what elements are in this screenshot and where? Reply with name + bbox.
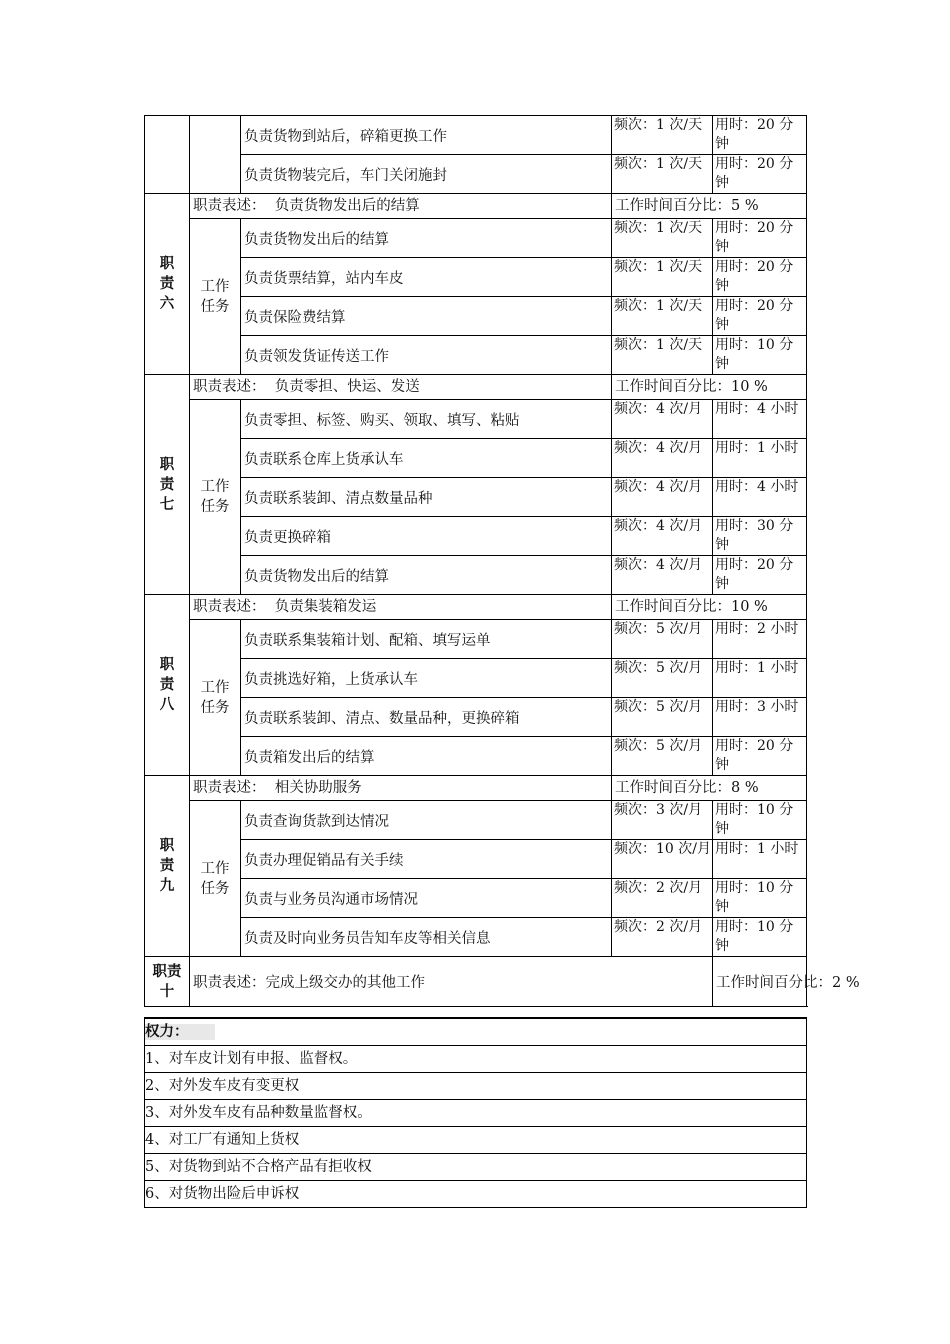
work-time-percent: 工作时间百分比：10 % <box>612 375 807 400</box>
duration-cell: 用时：20 分钟 <box>713 737 807 776</box>
task-cell: 负责货物发出后的结算 <box>241 219 612 258</box>
work-task-label-text <box>190 678 240 718</box>
duty-description-row <box>145 957 807 1007</box>
duty-description-prefix: 职责表述： <box>193 975 266 991</box>
rights-item: 5、对货物到站不合格产品有拒收权 <box>145 1154 807 1181</box>
rights-item: 4、对工厂有通知上货权 <box>145 1127 807 1154</box>
duration-cell: 用时：20 分钟 <box>713 297 807 336</box>
duty-table <box>144 115 860 1007</box>
task-cell: 负责货物装完后，车门关闭施封 <box>241 155 612 194</box>
duration-cell: 用时：20 分钟 <box>713 155 807 194</box>
table-row <box>145 155 807 194</box>
duty-description-cell <box>190 194 612 219</box>
duty-description-prefix: 职责表述： <box>193 599 266 615</box>
task-cell: 负责联系集装箱计划、配箱、填写运单 <box>241 620 612 659</box>
label-line: 职 <box>159 456 175 473</box>
duty-label <box>145 957 190 1007</box>
duration-cell: 用时：20 分钟 <box>713 556 807 595</box>
frequency-cell: 频次：1 次/天 <box>612 116 713 155</box>
duration-cell: 用时：1 小时 <box>713 439 807 478</box>
duration-cell: 用时：10 分钟 <box>713 918 807 957</box>
label-line: 六 <box>159 296 175 312</box>
label-line: 任务 <box>200 880 230 897</box>
duty-description-text: 相关协助服务 <box>274 780 362 796</box>
task-cell: 负责货物到站后，碎箱更换工作 <box>241 116 612 155</box>
label-line: 责 <box>159 476 175 493</box>
work-task-label <box>190 219 241 375</box>
duration-cell: 用时：20 分钟 <box>713 258 807 297</box>
rights-table <box>144 1017 807 1208</box>
label-line: 责 <box>159 858 175 874</box>
work-time-percent: 工作时间百分比：10 % <box>612 595 807 620</box>
table-row <box>145 439 807 478</box>
list-item <box>145 1154 807 1181</box>
rights-item: 6、对货物出险后申诉权 <box>145 1181 807 1208</box>
duration-cell: 用时：30 分钟 <box>713 517 807 556</box>
frequency-cell: 频次：5 次/月 <box>612 737 713 776</box>
list-item <box>145 1073 807 1100</box>
frequency-cell: 频次：2 次/月 <box>612 918 713 957</box>
task-cell: 负责联系装卸、清点、数量品种，更换碎箱 <box>241 698 612 737</box>
table-row <box>145 659 807 698</box>
duration-cell: 用时：10 分钟 <box>713 801 807 840</box>
duration-cell: 用时：20 分钟 <box>713 116 807 155</box>
duty-label-text <box>145 655 189 715</box>
duty-label-text <box>145 962 189 1002</box>
table-row <box>145 801 807 840</box>
duty-label <box>145 595 190 776</box>
table-row <box>145 556 807 595</box>
frequency-cell: 频次：4 次/月 <box>612 400 713 439</box>
duration-cell: 用时：1 小时 <box>713 840 807 879</box>
frequency-cell: 频次：5 次/月 <box>612 620 713 659</box>
duty-label <box>145 375 190 595</box>
frequency-cell: 频次：4 次/月 <box>612 439 713 478</box>
duty-description-prefix: 职责表述： <box>193 379 266 395</box>
duty-table-body <box>145 116 860 1007</box>
rights-item: 3、对外发车皮有品种数量监督权。 <box>145 1100 807 1127</box>
work-time-percent: 工作时间百分比：5 % <box>612 194 807 219</box>
duration-cell: 用时：10 分钟 <box>713 879 807 918</box>
frequency-cell: 频次：4 次/月 <box>612 517 713 556</box>
list-item <box>145 1100 807 1127</box>
duty-description-prefix: 职责表述： <box>193 780 266 796</box>
work-task-label-text <box>190 859 240 899</box>
duration-cell: 用时：20 分钟 <box>713 219 807 258</box>
task-cell: 负责办理促销品有关手续 <box>241 840 612 879</box>
duty-description-cell <box>190 957 713 1007</box>
table-row <box>145 116 807 155</box>
duty-description-cell <box>190 595 612 620</box>
work-task-label-text <box>190 277 240 317</box>
duration-cell: 用时：3 小时 <box>713 698 807 737</box>
duty-description-row <box>145 776 807 801</box>
frequency-cell: 频次：1 次/天 <box>612 336 713 375</box>
frequency-cell: 频次：5 次/月 <box>612 659 713 698</box>
duration-cell: 用时：2 小时 <box>713 620 807 659</box>
task-cell: 负责更换碎箱 <box>241 517 612 556</box>
duty-description-text: 负责集装箱发运 <box>274 599 377 615</box>
frequency-cell: 频次：1 次/天 <box>612 258 713 297</box>
list-item <box>145 1046 807 1073</box>
duty-label-text <box>145 836 189 896</box>
table-row <box>145 737 807 776</box>
duty-description-text: 完成上级交办的其他工作 <box>265 975 425 991</box>
rights-title: 权力： <box>145 1024 215 1040</box>
label-line: 责 <box>159 276 175 292</box>
duty-label-text <box>145 254 189 314</box>
rights-header-row <box>145 1018 807 1046</box>
duration-cell: 用时：1 小时 <box>713 659 807 698</box>
frequency-cell: 频次：1 次/天 <box>612 297 713 336</box>
task-cell: 负责零担、标签、购买、领取、填写、粘贴 <box>241 400 612 439</box>
task-cell: 负责与业务员沟通市场情况 <box>241 879 612 918</box>
task-cell: 负责箱发出后的结算 <box>241 737 612 776</box>
label-line: 九 <box>159 878 175 894</box>
table-row <box>145 336 807 375</box>
frequency-cell: 频次：5 次/月 <box>612 698 713 737</box>
task-cell: 负责保险费结算 <box>241 297 612 336</box>
table-row <box>145 840 807 879</box>
label-line: 十 <box>159 983 175 1000</box>
duration-cell: 用时：4 小时 <box>713 400 807 439</box>
duty-description-text: 负责零担、快运、发送 <box>274 379 420 395</box>
table-row <box>145 879 807 918</box>
duty-label <box>145 776 190 957</box>
label-line: 七 <box>159 496 175 513</box>
duty-description-row <box>145 375 807 400</box>
rights-item: 2、对外发车皮有变更权 <box>145 1073 807 1100</box>
duration-cell: 用时：4 小时 <box>713 478 807 517</box>
label-line: 任务 <box>200 499 230 515</box>
frequency-cell: 频次：1 次/天 <box>612 219 713 258</box>
frequency-cell: 频次：4 次/月 <box>612 478 713 517</box>
work-time-percent: 工作时间百分比：8 % <box>612 776 807 801</box>
label-line: 工作 <box>200 679 230 696</box>
task-cell: 负责联系仓库上货承认车 <box>241 439 612 478</box>
task-cell: 负责挑选好箱，上货承认车 <box>241 659 612 698</box>
table-row <box>145 297 807 336</box>
work-task-label <box>190 400 241 595</box>
task-cell: 负责查询货款到达情况 <box>241 801 612 840</box>
label-line: 责 <box>159 677 175 693</box>
duty-description-row <box>145 595 807 620</box>
label-line: 职 <box>159 256 175 272</box>
rights-title-cell <box>145 1018 807 1046</box>
work-time-percent: 工作时间百分比：2 % <box>713 957 807 1007</box>
task-cell: 负责货票结算，站内车皮 <box>241 258 612 297</box>
duty-label-text <box>145 455 189 515</box>
duty-description-row <box>145 194 807 219</box>
continued-task-label <box>190 116 241 194</box>
task-cell: 负责联系装卸、清点数量品种 <box>241 478 612 517</box>
label-line: 职责 <box>152 963 182 980</box>
work-task-label <box>190 620 241 776</box>
list-item <box>145 1127 807 1154</box>
label-line: 职 <box>159 657 175 673</box>
frequency-cell: 频次：3 次/月 <box>612 801 713 840</box>
work-task-label <box>190 801 241 957</box>
table-row <box>145 400 807 439</box>
label-line: 工作 <box>200 479 230 495</box>
label-line: 工作 <box>200 860 230 877</box>
frequency-cell: 频次：4 次/月 <box>612 556 713 595</box>
duty-description-cell <box>190 776 612 801</box>
table-row <box>145 698 807 737</box>
frequency-cell: 频次：2 次/月 <box>612 879 713 918</box>
label-line: 职 <box>159 838 175 854</box>
duty-label <box>145 194 190 375</box>
label-line: 八 <box>159 697 175 713</box>
task-cell: 负责领发货证传送工作 <box>241 336 612 375</box>
frequency-cell: 频次：10 次/月 <box>612 840 713 879</box>
label-line: 工作 <box>200 278 230 295</box>
task-cell: 负责及时向业务员告知车皮等相关信息 <box>241 918 612 957</box>
work-task-label-text <box>190 477 240 517</box>
frequency-cell: 频次：1 次/天 <box>612 155 713 194</box>
label-line: 任务 <box>200 298 230 315</box>
table-row <box>145 219 807 258</box>
label-line: 任务 <box>200 699 230 716</box>
task-cell: 负责货物发出后的结算 <box>241 556 612 595</box>
table-row <box>145 258 807 297</box>
continued-duty-label <box>145 116 190 194</box>
duty-description-text: 负责货物发出后的结算 <box>274 198 420 214</box>
table-row <box>145 478 807 517</box>
duty-description-prefix: 职责表述： <box>193 198 266 214</box>
list-item <box>145 1181 807 1208</box>
table-row <box>145 918 807 957</box>
duration-cell: 用时：10 分钟 <box>713 336 807 375</box>
rights-item: 1、对车皮计划有申报、监督权。 <box>145 1046 807 1073</box>
duty-description-cell <box>190 375 612 400</box>
table-row <box>145 620 807 659</box>
table-row <box>145 517 807 556</box>
